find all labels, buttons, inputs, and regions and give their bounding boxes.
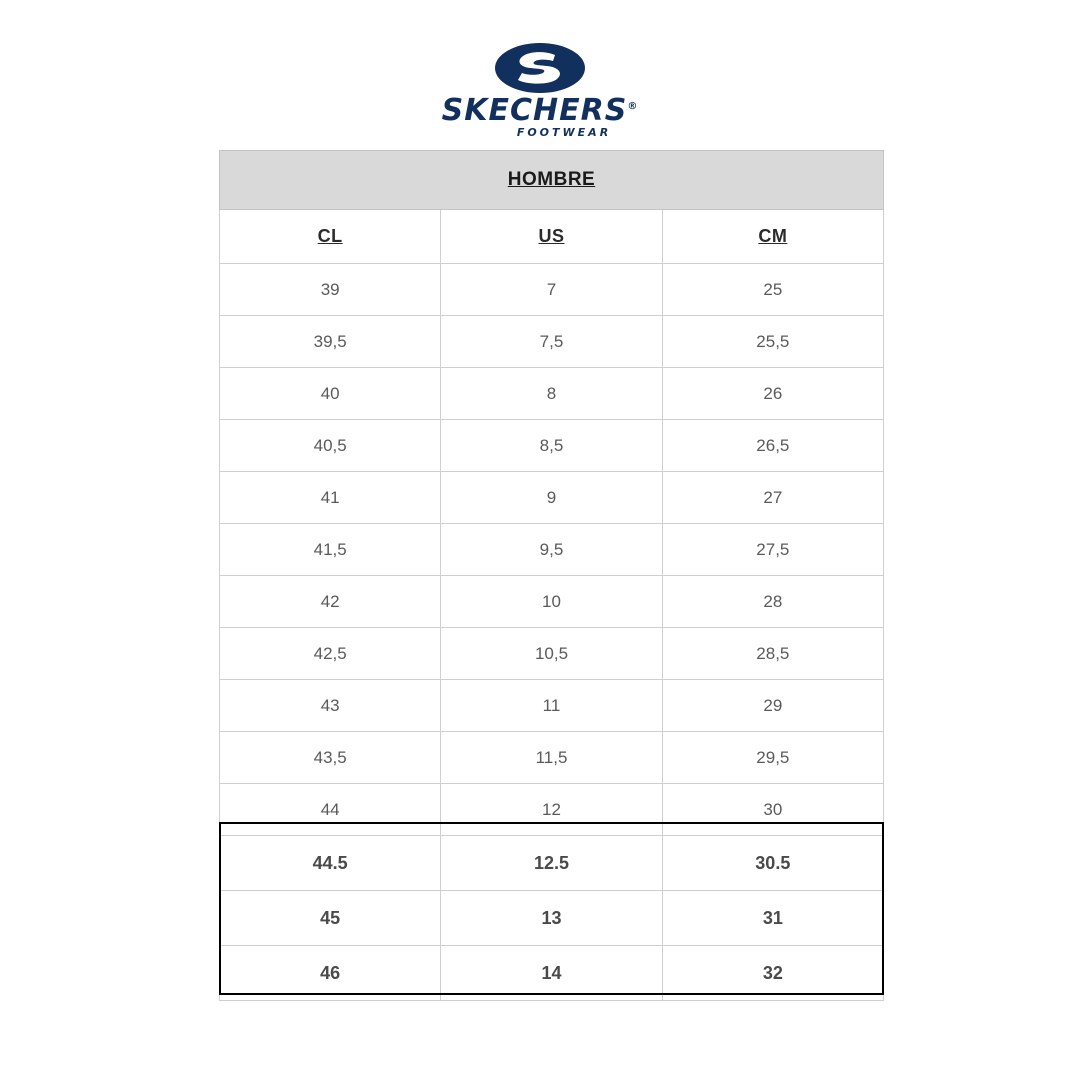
cell-us: 11 [441, 680, 662, 732]
table-row [220, 472, 884, 524]
table-row [220, 946, 884, 1001]
cell-cm: 25,5 [662, 316, 883, 368]
registered-mark: ® [627, 101, 639, 112]
cell-cl: 43 [220, 680, 441, 732]
cell-cl: 42 [220, 576, 441, 628]
cell-us: 13 [441, 891, 662, 946]
table-row [220, 628, 884, 680]
cell-cl: 41 [220, 472, 441, 524]
cell-us: 12 [441, 784, 662, 836]
table-title-row [220, 151, 884, 210]
cell-cm: 30.5 [662, 836, 883, 891]
table-row [220, 368, 884, 420]
size-table [219, 150, 884, 1001]
cell-us: 7,5 [441, 316, 662, 368]
cell-cm: 30 [662, 784, 883, 836]
cell-cl: 44.5 [220, 836, 441, 891]
cell-cl: 39,5 [220, 316, 441, 368]
cell-cm: 25 [662, 264, 883, 316]
cell-cl: 45 [220, 891, 441, 946]
cell-cm: 32 [662, 946, 883, 1001]
column-header-us: US [441, 210, 662, 264]
table-row [220, 836, 884, 891]
cell-cm: 29,5 [662, 732, 883, 784]
cell-us: 7 [441, 264, 662, 316]
table-row [220, 264, 884, 316]
cell-cl: 42,5 [220, 628, 441, 680]
cell-us: 8 [441, 368, 662, 420]
table-row [220, 576, 884, 628]
table-row [220, 680, 884, 732]
cell-cl: 46 [220, 946, 441, 1001]
brand-name: SKECHERS [441, 93, 628, 128]
cell-cm: 31 [662, 891, 883, 946]
brand-logo [0, 42, 1080, 138]
cell-cl: 41,5 [220, 524, 441, 576]
brand-wordmark [441, 93, 639, 139]
cell-us: 9,5 [441, 524, 662, 576]
cell-us: 8,5 [441, 420, 662, 472]
cell-us: 9 [441, 472, 662, 524]
skechers-s-logo-icon [494, 42, 586, 94]
size-table-body [220, 151, 884, 1001]
table-row [220, 891, 884, 946]
cell-us: 14 [441, 946, 662, 1001]
cell-us: 11,5 [441, 732, 662, 784]
cell-cl: 40,5 [220, 420, 441, 472]
cell-cl: 44 [220, 784, 441, 836]
cell-cl: 40 [220, 368, 441, 420]
cell-cm: 29 [662, 680, 883, 732]
cell-us: 12.5 [441, 836, 662, 891]
table-title: HOMBRE [220, 151, 884, 210]
cell-cl: 43,5 [220, 732, 441, 784]
table-row [220, 420, 884, 472]
table-row [220, 784, 884, 836]
cell-cm: 26 [662, 368, 883, 420]
brand-tagline: FOOTWEAR [516, 126, 612, 139]
column-header-cm: CM [662, 210, 883, 264]
cell-cl: 39 [220, 264, 441, 316]
cell-cm: 27 [662, 472, 883, 524]
table-row [220, 732, 884, 784]
table-column-header-row [220, 210, 884, 264]
size-table-container [219, 150, 884, 1001]
table-row [220, 316, 884, 368]
cell-cm: 26,5 [662, 420, 883, 472]
column-header-cl: CL [220, 210, 441, 264]
cell-cm: 28 [662, 576, 883, 628]
cell-us: 10,5 [441, 628, 662, 680]
table-row [220, 524, 884, 576]
cell-cm: 28,5 [662, 628, 883, 680]
cell-cm: 27,5 [662, 524, 883, 576]
cell-us: 10 [441, 576, 662, 628]
